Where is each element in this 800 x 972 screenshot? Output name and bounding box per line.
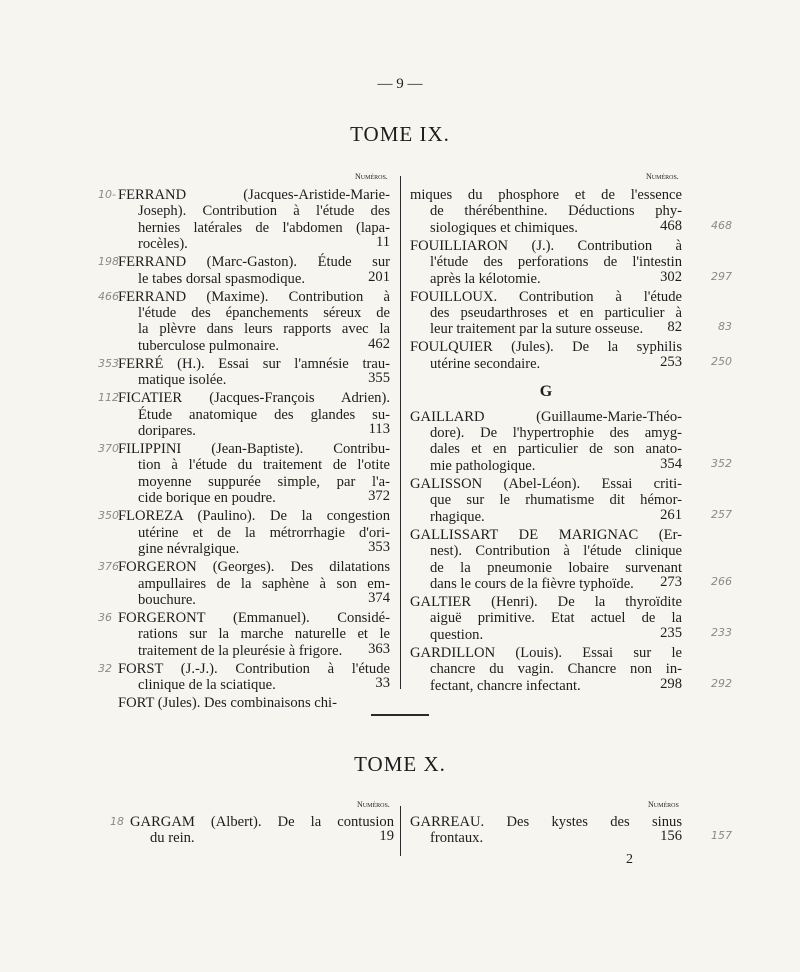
entry-line: utérine secondaire.: [430, 355, 541, 372]
index-entry: [410, 339, 732, 372]
entry-line: FERRÉ (H.). Essai sur l'amnésie trau-: [118, 355, 390, 372]
entry-line: du rein.: [150, 830, 195, 847]
entry-line: FORT (Jules). Des combinaisons chi-: [118, 695, 337, 712]
entry-line: leur traitement par la suture osseuse.: [430, 321, 644, 338]
page-reference: 363: [368, 640, 390, 657]
handwritten-annotation: 466: [98, 289, 119, 303]
page-reference: 113: [368, 421, 390, 438]
entry-line: GALISSON (Abel-Léon). Essai criti-: [410, 475, 682, 492]
entry-line: traitement de la pleurésie à frigore.: [138, 642, 343, 659]
entry-line: des pseudarthroses et en particulier à: [430, 305, 682, 322]
entry-line: ampullaires de la saphène à son em-: [138, 575, 390, 592]
entry-line: FILIPPINI (Jean-Baptiste). Contribu-: [118, 441, 390, 458]
index-entry: [98, 660, 390, 694]
page-reference: 11: [375, 234, 390, 251]
entry-line: chancre du vagin. Chancre non in-: [430, 661, 682, 678]
page-reference: 156: [660, 828, 682, 845]
entry-line: FICATIER (Jacques-François Adrien).: [118, 390, 390, 407]
handwritten-annotation: 297: [711, 269, 732, 283]
entry-line: FERRAND (Jacques-Aristide-Marie-: [118, 187, 390, 203]
entry-line: FORGERON (Georges). Des dilatations: [118, 559, 390, 576]
entry-line: FORGERONT (Emmanuel). Considé-: [118, 609, 390, 626]
tome-x-left-column: [110, 814, 394, 848]
index-entry: [98, 187, 390, 253]
entry-line: la plèvre dans leurs rapports avec la: [138, 321, 390, 338]
numeros-label-right: Numéros.: [646, 172, 679, 181]
entry-line: FOUILLIARON (J.). Contribution à: [410, 237, 682, 254]
entry-line: GALLISSART DE MARIGNAC (Er-: [410, 526, 682, 543]
entry-line: de thérébenthine. Déductions phy-: [430, 203, 682, 220]
entry-line: FERRAND (Maxime). Contribution à: [118, 288, 390, 305]
handwritten-annotation: 376: [98, 560, 119, 574]
column-divider: [400, 176, 401, 689]
entry-line: mie pathologique.: [430, 457, 536, 474]
handwritten-annotation: 350: [98, 509, 119, 523]
index-entry: [410, 187, 732, 236]
numeros-label-x-left: Numéros.: [357, 800, 390, 809]
index-entry: [410, 593, 732, 643]
tome-ix-right-column: [410, 187, 732, 696]
page-reference: 82: [667, 319, 682, 336]
entry-line: GAILLARD (Guillaume-Marie-Théo-: [410, 408, 682, 425]
entry-line: fectant, chancre infectant.: [430, 677, 581, 694]
handwritten-annotation: 36: [98, 610, 112, 624]
entry-line: hernies latérales de l'abdomen (lapa-: [138, 219, 390, 236]
entry-line: miques du phosphore et de l'essence: [410, 187, 682, 203]
numeros-label-x-right: Numéros: [648, 800, 679, 809]
entry-line: dore). De l'hypertrophie des amyg-: [430, 425, 682, 442]
entry-line: FERRAND (Marc-Gaston). Étude sur: [118, 254, 390, 271]
handwritten-annotation: 250: [711, 354, 732, 368]
handwritten-annotation: 198: [98, 255, 119, 269]
handwritten-annotation: 266: [711, 574, 732, 588]
numeros-label-left: Numéros.: [355, 172, 388, 181]
entry-line: bouchure.: [138, 591, 196, 608]
entry-line: cide borique en poudre.: [138, 490, 276, 507]
entry-line: GARDILLON (Louis). Essai sur le: [410, 644, 682, 661]
entry-line: Étude anatomique des glandes su-: [138, 406, 390, 423]
handwritten-annotation: 468: [711, 218, 732, 232]
entry-line: après la kélotomie.: [430, 270, 541, 287]
entry-line: rocèles).: [138, 236, 188, 253]
entry-line: tuberculose pulmonaire.: [138, 337, 280, 354]
entry-line: GALTIER (Henri). De la thyroïdite: [410, 593, 682, 610]
page-reference: 201: [368, 268, 390, 285]
handwritten-annotation: 353: [98, 356, 119, 370]
entry-line: gine névralgique.: [138, 541, 240, 558]
entry-line: FORST (J.-J.). Contribution à l'étude: [118, 660, 390, 677]
bottom-mark: 2: [626, 852, 633, 867]
handwritten-annotation: 32: [98, 661, 112, 675]
index-entry: [98, 390, 390, 440]
tome-x-title: TOME X.: [354, 752, 446, 776]
index-entry: [98, 508, 390, 558]
page-reference: 468: [660, 217, 682, 234]
entry-line: doripares.: [138, 423, 196, 440]
handwritten-annotation: 112: [98, 391, 119, 405]
column-divider-x: [400, 806, 401, 856]
entry-line: rations sur la marche naturelle et le: [138, 626, 390, 643]
entry-line: aiguë primitive. Etat actuel de la: [430, 610, 682, 627]
handwritten-annotation: 10-: [98, 188, 116, 201]
entry-line: frontaux.: [430, 830, 484, 847]
entry-line: FLOREZA (Paulino). De la congestion: [118, 508, 390, 525]
index-entry: [410, 814, 732, 847]
entry-line: Joseph). Contribution à l'étude des: [138, 203, 390, 220]
handwritten-annotation: 233: [711, 625, 732, 639]
index-entry: [98, 441, 390, 507]
page-reference: 372: [368, 488, 390, 505]
handwritten-annotation: 157: [711, 829, 732, 843]
entry-line: siologiques et chimiques.: [430, 219, 578, 236]
page-reference: 354: [660, 455, 682, 472]
entry-line: GARGAM (Albert). De la contusion: [130, 814, 394, 830]
index-entry: [110, 814, 394, 847]
entry-line: l'étude des épanchements séreux de: [138, 305, 390, 322]
entry-line: question.: [430, 626, 484, 643]
index-entry: [98, 355, 390, 389]
page-reference: 33: [375, 675, 390, 692]
entry-line: nest). Contribution à l'étude clinique: [430, 543, 682, 560]
page-reference: 273: [660, 573, 682, 590]
entry-line: utérine et de la métrorrhagie d'ori-: [138, 524, 390, 541]
entry-line: GARREAU. Des kystes des sinus: [410, 814, 682, 830]
section-divider: [371, 714, 429, 716]
index-entry: [410, 288, 732, 338]
index-entry: [118, 695, 390, 711]
entry-line: l'étude des perforations de l'intestin: [430, 254, 682, 271]
handwritten-annotation: 292: [711, 676, 732, 690]
index-entry: [410, 408, 732, 475]
section-letter-g: G: [539, 383, 553, 401]
entry-line: clinique de la sciatique.: [138, 677, 276, 694]
page-reference: 355: [368, 370, 390, 387]
tome-ix-left-column: [98, 187, 390, 713]
handwritten-annotation: 352: [711, 456, 732, 470]
entry-line: dans le cours de la fièvre typhoïde.: [430, 575, 634, 592]
page-reference: 374: [368, 589, 390, 606]
index-entry: [98, 609, 390, 659]
page-reference: 19: [379, 828, 394, 845]
handwritten-annotation: 18: [110, 815, 124, 828]
index-entry: [98, 254, 390, 287]
page-reference: 353: [368, 539, 390, 556]
tome-ix-title: TOME IX.: [350, 122, 450, 146]
index-entry: [410, 644, 732, 694]
handwritten-annotation: 83: [718, 320, 732, 334]
index-entry: [98, 288, 390, 355]
entry-line: moyenne suppurée simple, par l'a-: [138, 473, 390, 490]
entry-line: FOULQUIER (Jules). De la syphilis: [410, 339, 682, 356]
entry-line: que sur le rhumatisme dit hémor-: [430, 492, 682, 509]
index-entry: [410, 237, 732, 287]
page-reference: 462: [368, 335, 390, 352]
entry-line: FOUILLOUX. Contribution à l'étude: [410, 288, 682, 305]
page-reference: 298: [660, 675, 682, 692]
page-reference: 253: [660, 353, 682, 370]
index-entry: [98, 559, 390, 608]
entry-line: le tabes dorsal spasmodique.: [138, 270, 305, 287]
entry-line: dales et en particulier de son anato-: [430, 441, 682, 458]
tome-x-right-column: [410, 814, 732, 848]
entry-line: tion à l'étude du traitement de l'otite: [138, 457, 390, 474]
handwritten-annotation: 370: [98, 442, 119, 456]
page-reference: 302: [660, 268, 682, 285]
index-entry: [410, 475, 732, 525]
page-reference: 261: [660, 506, 682, 523]
entry-line: rhagique.: [430, 508, 485, 525]
entry-line: de la pneumonie lobaire survenant: [430, 559, 682, 576]
index-entry: [410, 526, 732, 593]
page-number: — 9 —: [377, 76, 423, 92]
page-reference: 235: [660, 624, 682, 641]
handwritten-annotation: 257: [711, 507, 732, 521]
entry-line: matique isolée.: [138, 372, 227, 389]
